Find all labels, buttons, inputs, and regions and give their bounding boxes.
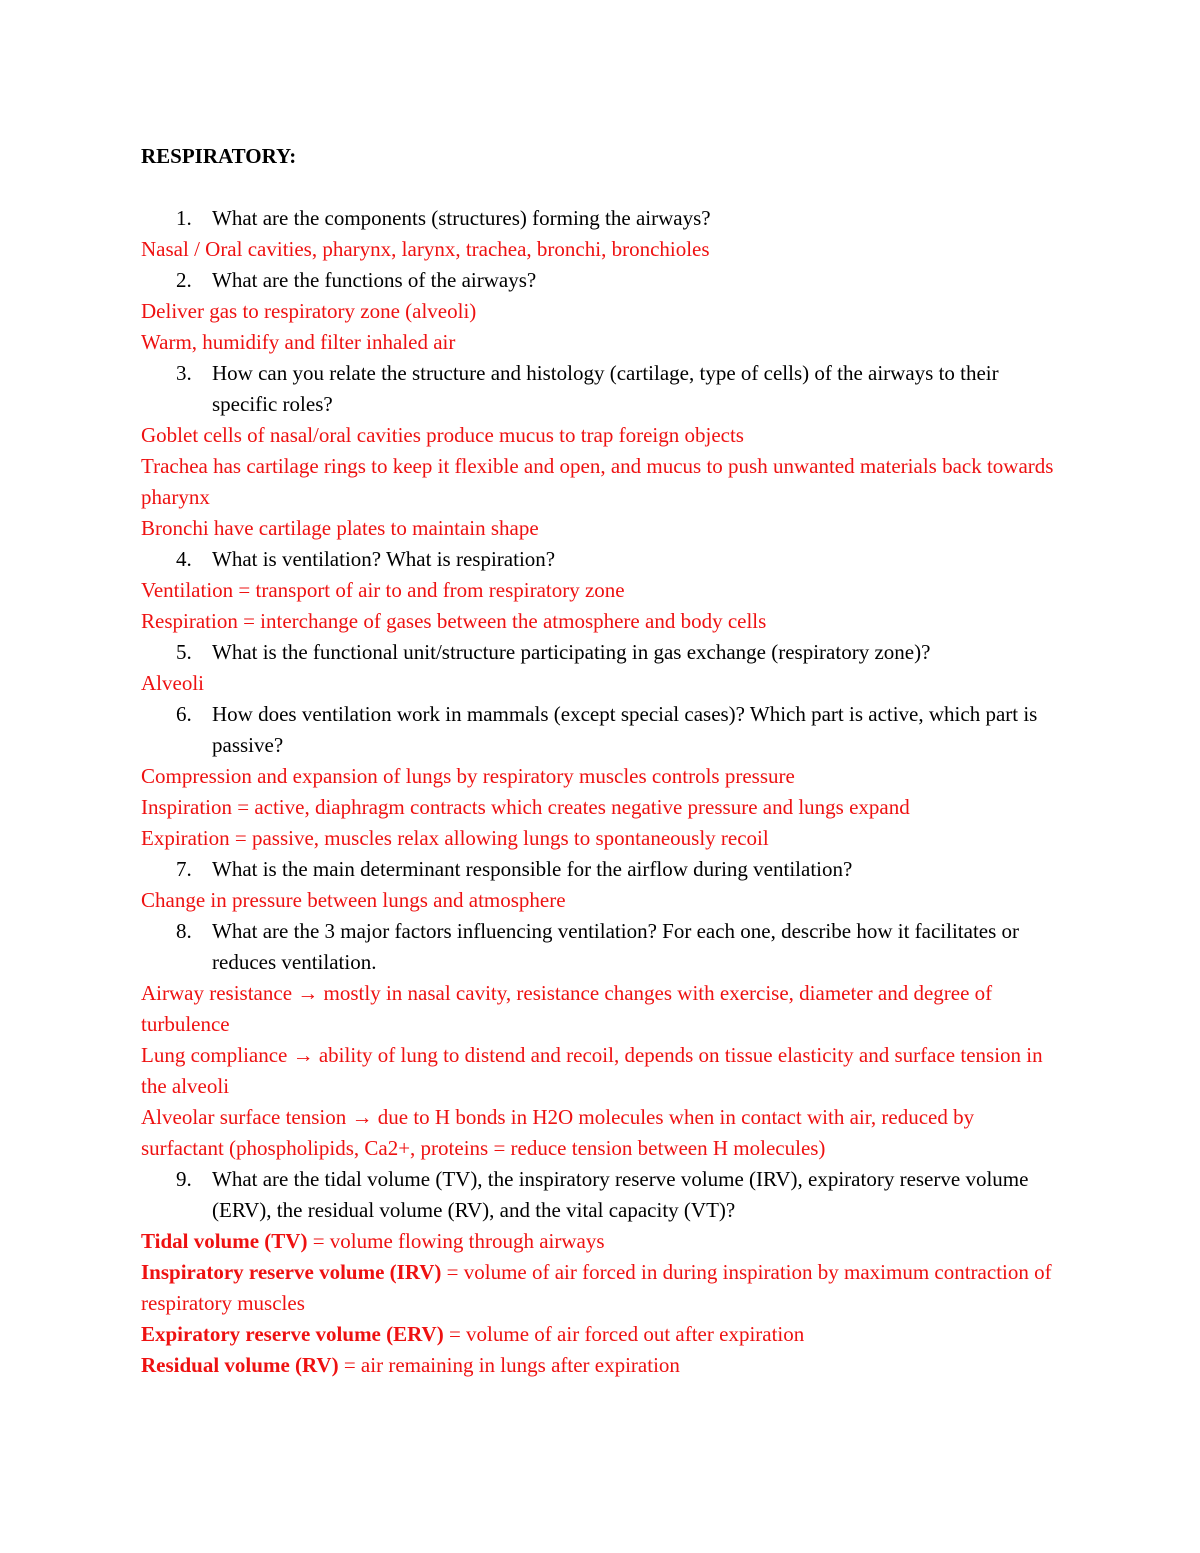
- question-number: 3.: [176, 361, 192, 385]
- question-number: 2.: [176, 268, 192, 292]
- question-number: 6.: [176, 702, 192, 726]
- question-number: 8.: [176, 919, 192, 943]
- question-text: What are the functions of the airways?: [212, 268, 537, 292]
- answer-text: Inspiration = active, diaphragm contracts which creates negative pressure and lungs expand: [141, 795, 910, 819]
- answer-line: [141, 823, 1061, 854]
- answer-text: Warm, humidify and filter inhaled air: [141, 330, 456, 354]
- answer-line: [141, 451, 1061, 513]
- answer-line: [141, 327, 1061, 358]
- question-item: [141, 854, 1061, 885]
- answer-text: Respiration = interchange of gases between the atmosphere and body cells: [141, 609, 767, 633]
- answer-line: [141, 1040, 1061, 1102]
- answer-text: = volume flowing through airways: [307, 1229, 605, 1253]
- answer-line: [141, 978, 1061, 1040]
- answer-text: Ventilation = transport of air to and from respiratory zone: [141, 578, 625, 602]
- answer-line: [141, 296, 1061, 327]
- answer-text: Deliver gas to respiratory zone (alveoli): [141, 299, 477, 323]
- answer-text: = volume of air forced in during inspiration by maximum contraction of respiratory muscles: [141, 1260, 1052, 1315]
- answer-text: = volume of air forced out after expiration: [443, 1322, 805, 1346]
- answer-text: Nasal / Oral cavities, pharynx, larynx, trachea, bronchi, bronchioles: [141, 237, 710, 261]
- answer-text: Goblet cells of nasal/oral cavities produce mucus to trap foreign objects: [141, 423, 744, 447]
- answer-line: [141, 234, 1061, 265]
- question-number: 7.: [176, 857, 192, 881]
- answer-line: [141, 1319, 1061, 1350]
- document-heading: RESPIRATORY:: [141, 144, 297, 168]
- answer-line: [141, 575, 1061, 606]
- answer-text: Lung compliance → ability of lung to distend and recoil, depends on tissue elasticity and surface tension in the alveoli: [141, 1043, 1043, 1098]
- answer-line: [141, 761, 1061, 792]
- question-item: [141, 1164, 1061, 1226]
- question-item: [141, 544, 1061, 575]
- question-answer-list: [141, 203, 1061, 1381]
- answer-line: [141, 792, 1061, 823]
- answer-line: [141, 1226, 1061, 1257]
- question-item: [141, 637, 1061, 668]
- question-text: What is ventilation? What is respiration?: [212, 547, 556, 571]
- question-item: [141, 916, 1061, 978]
- question-item: [141, 699, 1061, 761]
- answer-text: Alveolar surface tension → due to H bonds in H2O molecules when in contact with air, reduced by surfactant (phospholipids, Ca2+, proteins = reduce tension between H molecules): [141, 1105, 975, 1160]
- answer-text: Expiration = passive, muscles relax allowing lungs to spontaneously recoil: [141, 826, 769, 850]
- question-number: 5.: [176, 640, 192, 664]
- answer-text: Change in pressure between lungs and atmosphere: [141, 888, 566, 912]
- answer-line: [141, 513, 1061, 544]
- question-text: What is the main determinant responsible for the airflow during ventilation?: [212, 857, 853, 881]
- question-item: [141, 203, 1061, 234]
- question-text: What are the 3 major factors influencing ventilation? For each one, describe how it facilitates or reduces ventilation.: [212, 919, 1020, 974]
- answer-text: Bronchi have cartilage plates to maintain shape: [141, 516, 539, 540]
- answer-line: [141, 1257, 1061, 1319]
- question-number: 1.: [176, 206, 192, 230]
- answer-term: Tidal volume (TV): [141, 1229, 308, 1253]
- answer-text: Alveoli: [141, 671, 204, 695]
- answer-text: Compression and expansion of lungs by respiratory muscles controls pressure: [141, 764, 795, 788]
- answer-text: Airway resistance → mostly in nasal cavity, resistance changes with exercise, diameter and degree of turbulence: [141, 981, 993, 1036]
- question-item: [141, 265, 1061, 296]
- answer-term: Expiratory reserve volume (ERV): [141, 1322, 444, 1346]
- answer-line: [141, 885, 1061, 916]
- answer-text: = air remaining in lungs after expiration: [338, 1353, 680, 1377]
- answer-text: Trachea has cartilage rings to keep it flexible and open, and mucus to push unwanted materials back towards pharynx: [141, 454, 1054, 509]
- blank-line: [141, 172, 1061, 203]
- question-text: How does ventilation work in mammals (except special cases)? Which part is active, which part is passive?: [212, 702, 1038, 757]
- answer-term: Inspiratory reserve volume (IRV): [141, 1260, 442, 1284]
- answer-term: Residual volume (RV): [141, 1353, 339, 1377]
- answer-line: [141, 606, 1061, 637]
- answer-line: [141, 420, 1061, 451]
- question-number: 4.: [176, 547, 192, 571]
- question-text: How can you relate the structure and histology (cartilage, type of cells) of the airways to their specific roles?: [212, 361, 999, 416]
- answer-line: [141, 1102, 1061, 1164]
- question-item: [141, 358, 1061, 420]
- question-text: What are the tidal volume (TV), the inspiratory reserve volume (IRV), expiratory reserve volume (ERV), the residual volume (RV), and the vital capacity (VT)?: [212, 1167, 1029, 1222]
- answer-line: [141, 668, 1061, 699]
- question-number: 9.: [176, 1167, 192, 1191]
- answer-line: [141, 1350, 1061, 1381]
- document-body: [141, 141, 1061, 1381]
- question-text: What is the functional unit/structure participating in gas exchange (respiratory zone)?: [212, 640, 931, 664]
- question-text: What are the components (structures) forming the airways?: [212, 206, 711, 230]
